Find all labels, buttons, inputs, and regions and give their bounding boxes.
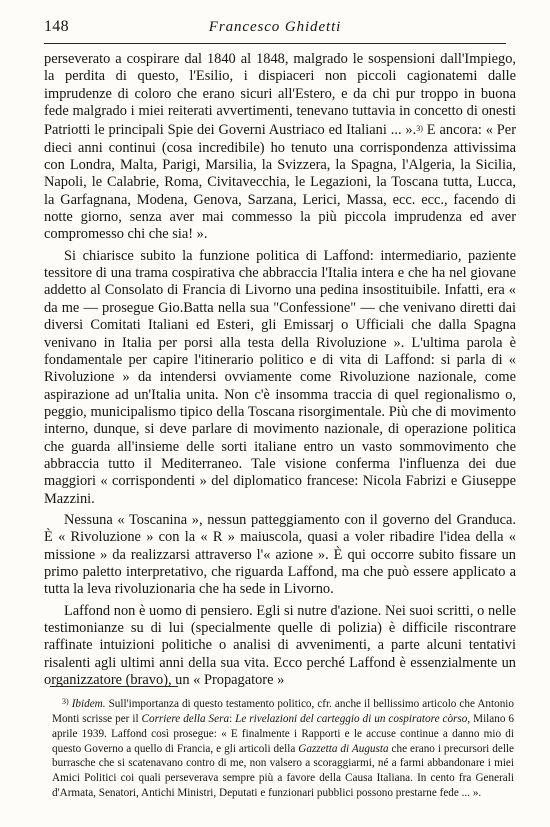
footnote-gazette: Gazzetta di Augusta	[298, 742, 389, 755]
footnote	[52, 695, 514, 801]
paragraph-4: Laffond non è uomo di pensiero. Egli si nutre d'azione. Nei suoi scritti, o nelle testimonianze su di lui (specialmente quelle di polizia) è difficile riscontrare raffinate intuizioni politiche o analisi di avvenimenti, a parte alcuni tentativi risalenti agli ultimi anni della sua vita. Ecco perché Laffond è essenzialmente un organizzatore (bravo), un « Propagatore »	[44, 602, 516, 689]
paragraph-2: Si chiarisce subito la funzione politica di Laffond: intermediario, paziente tessitore di una trama cospirativa che abbraccia l'Italia intera e che ha nel giovane addetto al Consolato di Francia di Livorno una pedina insostituibile. Infatti, era « da me — prosegue Gio.Batta nella sua "Confessione" — che venivano diretti dai diversi Comitati Italiani ed Esteri, gli Emissarj o Ufficiali che dalla Spagna venivano in Italia per porsi alla testa della Rivoluzione ». L'ultima parola è fondamentale per capire l'itinerario politico e di vita di Laffond: si parla di « Rivoluzione » da intendersi ovviamente come Rivoluzione nazionale, come aspirazione ad un'Italia unita. Non c'è insomma traccia di quel regionalismo o, peggio, municipalismo tipico della Toscana risorgimentale. Più che di movimento interno, dunque, si deve parlare di movimento nazionale, di operazione politica che guarda all'insieme delle sorti italiane entro un vasto sommovimento che abbraccia tutto il Mediterraneo. Tale visione conferma l'influenza dei due maggiori « corrispondenti » del diplomatico francese: Nicola Fabrizi e Giuseppe Mazzini.	[44, 247, 516, 507]
footnote-newspaper: Corriere della Sera	[141, 712, 230, 725]
paragraph-3: Nessuna « Toscanina », nessun patteggiamento con il governo del Granduca. È « Rivoluzione » con la « R » maiuscola, quasi a voler ribadire l'idea della « missione » da realizzarsi attraverso l'« azione ». È qui occorre subito fissare un primo paletto interpretativo, che riguarda Laffond, ma che può essere applicato a tutta la leva rivoluzionaria che ha sede in Livorno.	[44, 511, 516, 598]
paragraph-1-part-a: perseverato a cospirare dal 1840 al 1848, malgrado le sospensioni dall'Impiego, la perdita di questo, l'Esilio, i dispiaceri non piccoli cagionatemi dalle imprudenze di coloro che erano sicuri all'Estero, e da chi pur troppo in buona fede malgrado i miei reiterati avvertimenti, tenevano tuttavia in concetto di onesti Patriotti le principali Spie dei Governi Austriaco ed Italiani ... ».	[44, 51, 516, 139]
page-number: 148	[44, 18, 69, 35]
paragraph-1-part-b: E ancora: « Per dieci anni continui (cosa incredibile) ho tenuto una corrispondenza attivissima con Londra, Malta, Parigi, Marsilia, la Svizzera, la Spagna, l'Algeria, la Sicilia, Napoli, le Calabrie, Roma, Civitavecchia, le Legazioni, la Toscana tutta, Lucca, la Garfagnana, Modena, Genova, Sarzana, Lerici, Massa, ecc. ecc., facendo di notte giorno, senza aver mai commesso la più piccola imprudenza ed aver compromesso chi che sia! ».	[44, 122, 516, 243]
header-rule	[44, 43, 506, 44]
footnote-article-title: Le rivelazioni del carteggio di un cospiratore còrso	[235, 712, 468, 725]
running-title: Francesco Ghidetti	[208, 19, 342, 35]
footnote-text-3: , Milano 6 aprile 1939. Laffond così prosegue: « E finalmente i Rapporti e le accuse continue a danno mio di questo Governo a quello di Francia, e gli articoli della	[52, 712, 514, 755]
footnote-rule	[50, 686, 178, 687]
footnote-ibidem: Ibidem.	[71, 698, 106, 710]
footnote-reference[interactable]: 3)	[416, 124, 423, 134]
footnote-text-1: Sull'importanza di questo testamento politico, cfr. anche il bellissimo articolo che Antonio Monti scrisse per il	[52, 698, 514, 725]
footnote-text-4: che erano i precursori delle burrasche che si scatenavano contro di me, non valsero a scoraggiarmi, né a farmi abbandonare i miei Amici Politici coi quali perseverava sempre più a favore della Causa Italiana. In cento fra Generali d'Armata, Senatori, Antichi Ministri, Deputati e funzionari pubblici possono prestarne fede ... ».	[52, 742, 515, 800]
footnote-text-2: :	[229, 712, 236, 725]
page-header	[44, 18, 506, 42]
body-text	[44, 51, 516, 689]
paragraph-1	[44, 51, 516, 244]
footnote-mark: 3)	[62, 697, 69, 706]
